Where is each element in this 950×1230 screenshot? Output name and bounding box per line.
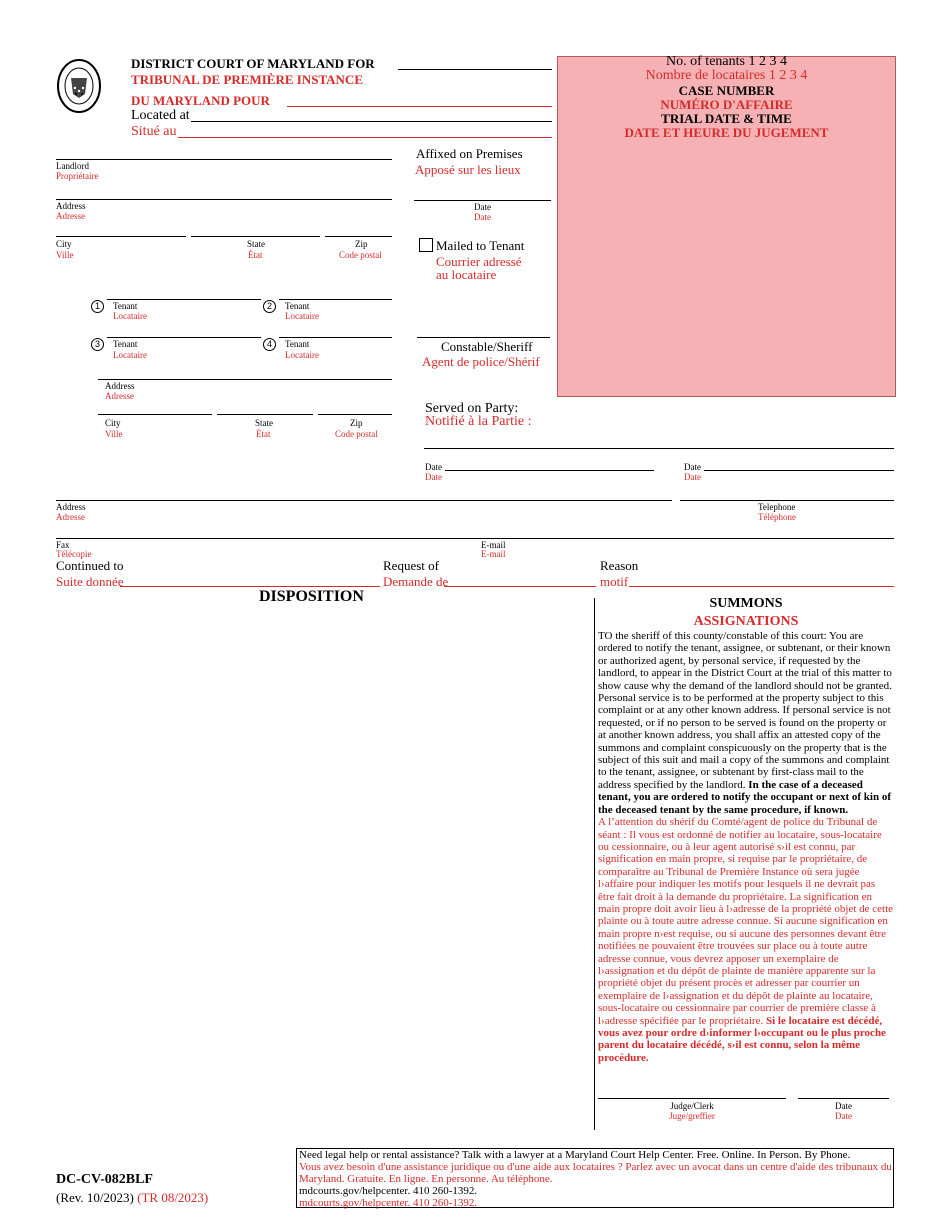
- contact-telephone-label-en: Telephone: [758, 502, 796, 512]
- reason-line[interactable]: [629, 586, 894, 587]
- contact-email-label-en: E-mail: [481, 540, 506, 550]
- tenant-3-line[interactable]: [107, 337, 261, 338]
- tenant-3-label-fr: Locataire: [113, 350, 147, 360]
- form-number: DC-CV-082BLF: [56, 1172, 153, 1187]
- served-date-2-label-fr: Date: [684, 472, 701, 482]
- tenant-1-label-fr: Locataire: [113, 311, 147, 321]
- summons-divider: [594, 598, 595, 1130]
- tenant-address-line[interactable]: [98, 379, 392, 380]
- form-revision: [56, 1190, 208, 1206]
- tenant-address-label-en: Address: [105, 381, 135, 391]
- tenant-2-label-fr: Locataire: [285, 311, 319, 321]
- help-center-box: [296, 1148, 894, 1208]
- court-seal: [56, 58, 102, 114]
- judge-date-label-en: Date: [835, 1101, 852, 1111]
- located-label-en: Located at: [131, 108, 190, 123]
- landlord-city-label-en: City: [56, 239, 72, 249]
- summons-body: [598, 630, 894, 1064]
- landlord-zip-line[interactable]: [325, 236, 392, 237]
- landlord-state-label-fr: État: [248, 250, 263, 260]
- affixed-label-fr: Apposé sur les lieux: [415, 162, 521, 177]
- court-name-fr-2: DU MARYLAND POUR: [131, 93, 270, 108]
- case-number-fr: NUMÉRO D'AFFAIRE: [660, 97, 793, 112]
- tenant-4-label-en: Tenant: [285, 339, 310, 349]
- tenant-zip-label-fr: Code postal: [335, 429, 378, 439]
- summons-body-fr-bold: Si le locataire est décédé, vous avez pour ordre d›informer l›occupant ou le plus proche parent du locataire décédé, s›il est connu, selon la même procédure.: [598, 1014, 886, 1064]
- located-fr-line[interactable]: [178, 137, 552, 138]
- affixed-date-label-en: Date: [474, 202, 491, 212]
- mailed-label-fr-1: Courrier adressé: [436, 254, 522, 269]
- tenant-state-label-fr: État: [256, 429, 271, 439]
- court-name-fr-1: TRIBUNAL DE PREMIÈRE INSTANCE: [131, 72, 363, 87]
- reason-label-fr: motif: [600, 574, 629, 589]
- landlord-city-line[interactable]: [56, 236, 186, 237]
- served-label-en: Served on Party:: [425, 401, 519, 416]
- help-link-en[interactable]: mdcourts.gov/helpcenter. 410 260-1392.: [299, 1185, 478, 1197]
- landlord-city-label-fr: Ville: [56, 250, 74, 260]
- contact-address-line[interactable]: [56, 500, 672, 501]
- summons-title-en: SUMMONS: [709, 596, 783, 611]
- mailed-label-en: Mailed to Tenant: [436, 238, 525, 253]
- tenant-1-line[interactable]: [107, 299, 261, 300]
- continued-label-en: Continued to: [56, 558, 124, 573]
- located-line[interactable]: [191, 121, 552, 122]
- landlord-address-label-fr: Adresse: [56, 211, 85, 221]
- landlord-state-line[interactable]: [191, 236, 320, 237]
- tenant-city-label-fr: Ville: [105, 429, 123, 439]
- court-name-en: DISTRICT COURT OF MARYLAND FOR: [131, 56, 375, 71]
- tenant-number-3: 3: [91, 338, 104, 351]
- located-label-fr: Situé au: [131, 124, 177, 139]
- reason-label-en: Reason: [600, 558, 639, 573]
- constable-label-en: Constable/Sheriff: [441, 339, 533, 354]
- served-date-2-label-en: Date: [684, 462, 701, 472]
- contact-telephone-label-fr: Téléphone: [758, 512, 796, 522]
- served-date-2-line[interactable]: [704, 470, 894, 471]
- tenant-zip-label-en: Zip: [350, 418, 363, 428]
- mailed-label-fr-2: au locataire: [436, 267, 497, 282]
- affixed-date-label-fr: Date: [474, 212, 491, 222]
- served-party-line[interactable]: [424, 448, 894, 449]
- request-line[interactable]: [444, 586, 596, 587]
- tenants-count-en: No. of tenants 1 2 3 4: [666, 54, 787, 69]
- contact-fax-label-en: Fax: [56, 540, 70, 550]
- landlord-line[interactable]: [56, 159, 392, 160]
- summons-body-en: TO the sheriff of this county/constable of this court: You are ordered to notify the tenant, assignee, or subtenant, or their known or authorized agent, by personal service, if requested by the landlord, to appear in the District Court at the trial of this matter to show cause why the demand of the landlord should not be granted. Personal service is to be performed at the property subject to this complaint or at any other known address. If personal service is not requested, or if no person to be served is found on the property or at another known address, you shall affix an attested copy of the summons and complaint conspicuously on the property that is the subject of this suit and mail a copy of the summons and complaint to the tenant, assignee, or subtenant by first-class mail to the address specified by the landlord.: [598, 630, 892, 791]
- affixed-label-en: Affixed on Premises: [416, 146, 523, 161]
- tenant-number-2: 2: [263, 300, 276, 313]
- summons-body-fr: A l’attention du shérif du Comté/agent de police du Tribunal de séant : Il vous est ordonné de notifier au locataire, sous-locataire ou cessionnaire, ou à leur agent autorisé s›il est connu, par signification en main propre, si requise par le propriétaire, de comparaître au Tribunal de Première Instance où sera jugée l›affaire pour indiquer les motifs pour lesquels il ne devrait pas être fait droit à la demande du propriétaire. La signification en main propre doit avoir lieu à l›adresse de la propriété objet de cette plainte ou à toute autre adresse connue. Si aucune signification en main propre n›est requise, ou si aucune des personnes devant être notifiées ne pouvaient être trouvées sur place ou à toute autre adresse connue, vous devrez apposer un exemplaire de l›assignation et du dépôt de plainte de manière apparente sur la propriété objet du présent procès et adresser par courrier un exemplaire de l›assignation et du dépôt de plainte au locataire, sous-locataire ou cessionnaire par courrier de première classe à l›adresse spécifiée par le propriétaire.: [598, 816, 894, 1027]
- landlord-address-label-en: Address: [56, 201, 86, 211]
- landlord-label-fr: Propriétaire: [56, 171, 99, 181]
- contact-address-label-fr: Adresse: [56, 512, 85, 522]
- case-number-en: CASE NUMBER: [678, 83, 775, 98]
- tenant-4-label-fr: Locataire: [285, 350, 319, 360]
- tenant-city-line[interactable]: [98, 414, 212, 415]
- trial-date-en: TRIAL DATE & TIME: [661, 111, 792, 126]
- tenant-1-label-en: Tenant: [113, 301, 138, 311]
- constable-line[interactable]: [417, 337, 550, 338]
- tenant-state-label-en: State: [255, 418, 273, 428]
- continued-label-fr: Suite donnée: [56, 574, 124, 589]
- tenant-city-label-en: City: [105, 418, 121, 428]
- judge-date-line[interactable]: [798, 1098, 889, 1099]
- served-date-1-label-fr: Date: [425, 472, 442, 482]
- request-label-fr: Demande de: [383, 574, 449, 589]
- summons-title-fr: ASSIGNATIONS: [693, 614, 799, 629]
- contact-telephone-line[interactable]: [680, 500, 894, 501]
- tenant-number-1: 1: [91, 300, 104, 313]
- tenant-2-line[interactable]: [279, 299, 392, 300]
- landlord-zip-label-fr: Code postal: [339, 250, 382, 260]
- summons-body-en-bold: In the case of a deceased tenant, you are ordered to notify the occupant or next of kin of the deceased tenant by the same procedure, if known.: [598, 778, 892, 816]
- help-text-en: Need legal help or rental assistance? Talk with a lawyer at a Maryland Court Help Center. Free. Online. In Person. By Phone.: [299, 1149, 851, 1161]
- tenant-state-line[interactable]: [217, 414, 313, 415]
- tenants-count-fr: Nombre de locataires 1 2 3 4: [645, 68, 808, 83]
- form-tr: (TR 08/2023): [137, 1190, 209, 1205]
- court-county-fr-line[interactable]: [287, 106, 552, 107]
- continued-line[interactable]: [120, 586, 380, 587]
- judge-label-fr: Juge/greffier: [669, 1111, 715, 1121]
- tenant-number-4: 4: [263, 338, 276, 351]
- landlord-address-line[interactable]: [56, 199, 392, 200]
- judge-signature-line[interactable]: [598, 1098, 786, 1099]
- contact-email-label-fr: E-mail: [481, 549, 506, 559]
- disposition-title: DISPOSITION: [259, 588, 364, 605]
- trial-date-fr: DATE ET HEURE DU JUGEMENT: [624, 125, 829, 140]
- tenant-zip-line[interactable]: [318, 414, 392, 415]
- mailed-checkbox[interactable]: [419, 238, 433, 252]
- served-label-fr: Notifié à la Partie :: [425, 414, 532, 429]
- tenant-address-label-fr: Adresse: [105, 391, 134, 401]
- landlord-zip-label-en: Zip: [355, 239, 368, 249]
- judge-label-en: Judge/Clerk: [670, 1101, 714, 1111]
- served-date-1-line[interactable]: [445, 470, 654, 471]
- help-text-fr: Vous avez besoin d'une assistance juridique ou d'une aide aux locataires ? Parlez avec un avocat dans un centre d'aide des tribunaux du Maryland. Gratuite. En ligne. En personne. Au téléphone.: [299, 1161, 892, 1185]
- constable-label-fr: Agent de police/Shérif: [422, 354, 540, 369]
- tenant-4-line[interactable]: [279, 337, 392, 338]
- contact-fax-line[interactable]: [56, 538, 894, 539]
- landlord-label-en: Landlord: [56, 161, 89, 171]
- help-link-fr[interactable]: mdcourts.gov/helpcenter. 410 260-1392.: [299, 1197, 478, 1209]
- court-county-line[interactable]: [398, 69, 552, 70]
- landlord-state-label-en: State: [247, 239, 265, 249]
- contact-address-label-en: Address: [56, 502, 86, 512]
- contact-fax-label-fr: Télécopie: [56, 549, 92, 559]
- affixed-date-line[interactable]: [414, 200, 551, 201]
- served-date-1-label-en: Date: [425, 462, 442, 472]
- judge-date-label-fr: Date: [835, 1111, 852, 1121]
- request-label-en: Request of: [383, 558, 439, 573]
- form-rev: (Rev. 10/2023): [56, 1190, 134, 1205]
- tenant-3-label-en: Tenant: [113, 339, 138, 349]
- tenant-2-label-en: Tenant: [285, 301, 310, 311]
